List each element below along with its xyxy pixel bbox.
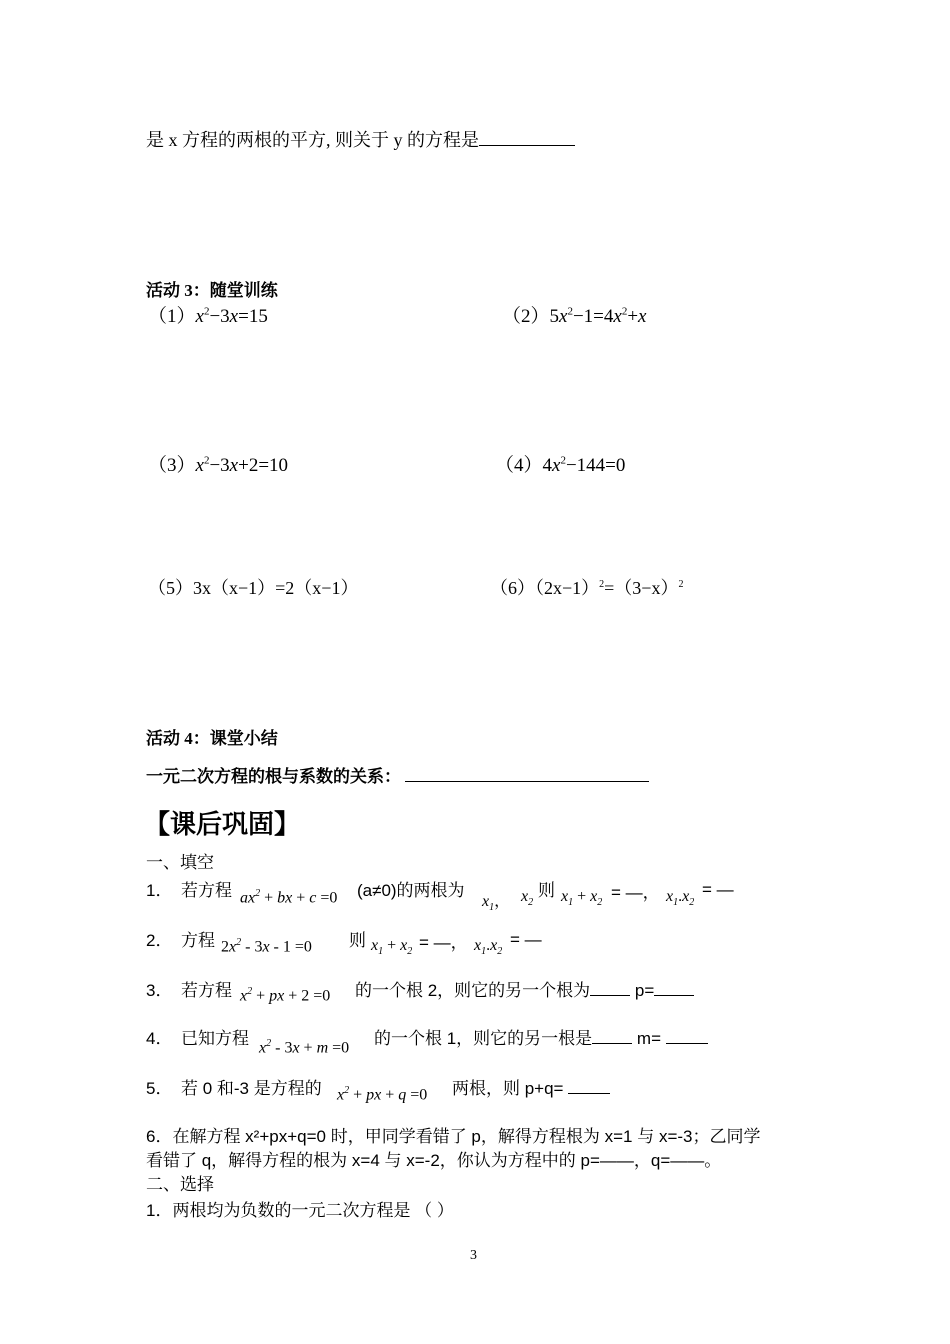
q4-blank-m — [666, 1029, 708, 1044]
q5-post: 两根，则 p+q= — [452, 1079, 564, 1098]
q1-eq1: = —， — [611, 883, 660, 902]
exercise-2 — [502, 301, 646, 328]
summary-label: 一元二次方程的根与系数的关系： — [146, 767, 401, 786]
term: 4 — [542, 455, 553, 476]
q2-sum: $x_1 + x_2$ — [371, 937, 413, 958]
q1-prefix: 若方程 — [181, 881, 232, 900]
q3-number: 3． — [146, 981, 173, 1000]
exercise-label: （3） — [148, 455, 196, 476]
equation-text: （2x−1） — [535, 578, 600, 598]
var-x: x — [613, 306, 622, 327]
term: −1=4 — [572, 306, 614, 327]
root-var: x — [482, 893, 490, 910]
var-x: x — [552, 455, 561, 476]
exercise-label: （6） — [490, 578, 535, 598]
q4-prefix: 已知方程 — [181, 1029, 249, 1048]
term: −3 — [209, 455, 230, 476]
var-x: x — [559, 306, 568, 327]
q4-formula: $x^2 - 3x + m =0$ — [259, 1038, 350, 1057]
q2-eq2: = — — [510, 930, 542, 949]
exercise-label: （1） — [148, 306, 196, 327]
q5-blank — [568, 1079, 610, 1094]
exercise-3 — [148, 450, 288, 477]
exercise-4 — [495, 450, 625, 477]
q1-product: $x_1.x_2$ — [666, 888, 695, 909]
q2-number: 2． — [146, 931, 173, 950]
q5-prefix: 若 0 和-3 是方程的 — [181, 1079, 322, 1098]
q1-formula: $ax^2$ + bx + c =0 — [240, 888, 338, 907]
exponent: 2 — [560, 454, 566, 467]
q3-blank-root — [590, 981, 630, 996]
q2-prefix: 方程 — [181, 931, 215, 950]
exercise-label: （2） — [502, 306, 550, 327]
top-line-text: 是 x 方程的两根的平方, 则关于 y 的方程是 — [146, 130, 479, 150]
equation-text: 3x（x−1）=2（x−1） — [193, 578, 359, 598]
exercise-label: （4） — [495, 455, 543, 476]
q6-line1: 6．在解方程 x²+px+q=0 时，甲同学看错了 p，解得方程根为 x=1 与 x=-3；乙同学 — [146, 1127, 761, 1146]
exponent: 2 — [567, 305, 573, 318]
exponent: 2 — [678, 579, 684, 590]
q2-formula: $2x^2 - 3x - 1 =0$ — [221, 937, 312, 956]
term: 5 — [549, 306, 560, 327]
q3-prefix: 若方程 — [181, 981, 232, 1000]
term: +2=10 — [238, 455, 289, 476]
q1-number: 1． — [146, 881, 173, 900]
var-x: x — [195, 306, 204, 327]
q1-then: 则 — [538, 881, 555, 900]
activity3-heading: 活动 3：随堂训练 — [146, 281, 278, 300]
summary-blank — [405, 767, 649, 782]
page-number: 3 — [470, 1248, 477, 1263]
var-x: x — [638, 306, 647, 327]
exercise-label: （5） — [148, 578, 193, 598]
exponent: 2 — [203, 454, 210, 467]
term: −3 — [209, 306, 230, 327]
activity4-heading: 活动 4：课堂小结 — [146, 729, 278, 748]
var-x: x — [229, 455, 239, 476]
exercise-5 — [148, 574, 358, 600]
q5-number: 5． — [146, 1079, 173, 1098]
q4-text — [374, 1024, 708, 1049]
exponent: 2 — [599, 579, 605, 590]
summary-line — [146, 762, 649, 787]
q4-m-label: m= — [636, 1029, 662, 1048]
q3-post: 的一个根 2，则它的另一个根为 — [355, 981, 591, 1000]
exercise-1 — [148, 301, 268, 328]
term: −144=0 — [565, 455, 626, 476]
exercise-6 — [490, 574, 683, 600]
equation-text: =（3−x） — [604, 578, 679, 598]
var-x: x — [229, 306, 239, 327]
term: =15 — [238, 306, 268, 327]
exponent: 2 — [203, 305, 210, 318]
root-var: x — [521, 888, 529, 905]
top-line — [146, 126, 575, 152]
section-fill-blank: 一、填空 — [146, 853, 214, 872]
q1-condition: (a≠0)的两根为 — [357, 881, 465, 900]
q4-number: 4． — [146, 1029, 173, 1048]
exponent: 2 — [621, 305, 628, 318]
consolidation-heading: 【课后巩固】 — [144, 810, 301, 839]
q2-then: 则 — [349, 931, 366, 950]
choice-question-1: 1．两根均为负数的一元二次方程是 （ ） — [146, 1201, 454, 1220]
term: + — [627, 306, 639, 327]
q4-post: 的一个根 1，则它的另一根是 — [374, 1029, 593, 1048]
q3-blank-p — [654, 981, 694, 996]
q1-sum: $x_1 + x_2$ — [561, 888, 603, 909]
q1-root2: $x_2$ — [521, 888, 534, 909]
q1-root1: $x_1$， — [482, 893, 511, 914]
q3-text — [355, 976, 694, 1001]
q4-blank-root — [592, 1029, 632, 1044]
q6-line2: 看错了 q，解得方程的根为 x=4 与 x=-2，你认为方程中的 p=——，q=——。 — [146, 1151, 722, 1170]
q3-p-label: p= — [634, 981, 655, 1000]
q5-text — [452, 1074, 610, 1099]
q1-eq2: = — — [702, 880, 734, 899]
q2-eq1: = —， — [419, 933, 468, 952]
q3-formula: $x^2$ + px + 2 =0 — [240, 986, 331, 1005]
answer-blank — [479, 131, 575, 146]
var-x: x — [195, 455, 204, 476]
section-choice: 二、选择 — [146, 1175, 214, 1194]
q2-product: $x_1.x_2$ — [474, 937, 503, 958]
q5-formula: $x^2$ + px + q =0 — [337, 1085, 428, 1104]
